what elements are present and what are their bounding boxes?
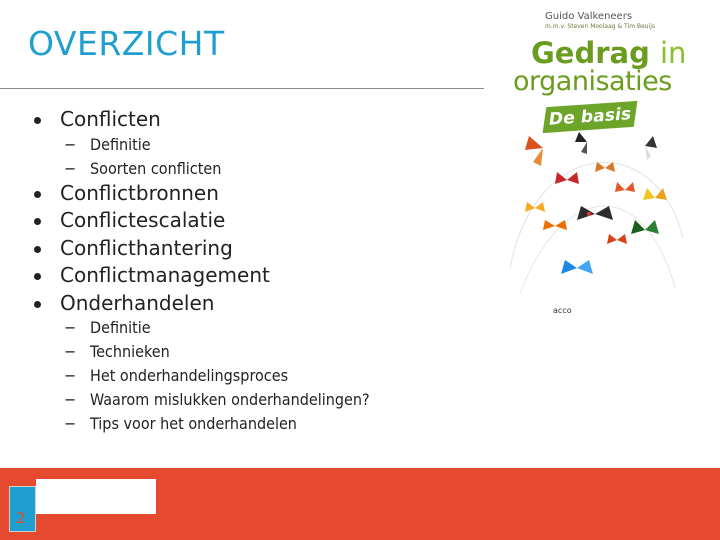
book-coauthors: m.m.v. Steven Moolaag & Tim Beuijs [545, 23, 656, 30]
book-cover-image [505, 8, 687, 324]
sub-bullet-technieken [64, 342, 170, 361]
book-title-line1 [531, 36, 686, 70]
dash: − [64, 135, 77, 154]
bullet-dot [34, 191, 41, 198]
footer-white-block [36, 479, 156, 514]
dash: − [64, 390, 77, 409]
sub-bullet-tips [64, 414, 297, 433]
dash: − [64, 342, 77, 361]
slide-number-box [9, 486, 36, 532]
bullet-conflictmanagement [60, 263, 270, 287]
sub-bullet-proces [64, 366, 289, 385]
bullet-conflicten [60, 107, 161, 131]
dash: − [64, 159, 77, 178]
slide-title: OVERZICHT [28, 24, 225, 63]
sub-bullet-label: Definitie [90, 135, 151, 154]
sub-bullet-label: Technieken [90, 342, 170, 361]
sub-bullet-waarom [64, 390, 370, 409]
book-author: Guido Valkeneers [545, 11, 633, 22]
bullet-label: Conflictescalatie [60, 208, 226, 232]
bullet-dot [34, 246, 41, 253]
book-authors [545, 12, 655, 32]
book-title-in: in [659, 36, 687, 70]
book-subtitle: De basis [548, 104, 632, 130]
butterflies-illustration-icon [505, 118, 687, 308]
dash: − [64, 414, 77, 433]
book-title-line2: organisaties [513, 66, 672, 97]
book-publisher: acco [553, 306, 572, 315]
dash: − [64, 318, 77, 337]
sub-bullet-label: Tips voor het onderhandelen [90, 414, 297, 433]
bullet-label: Conflictbronnen [60, 181, 219, 205]
sub-bullet-label: Het onderhandelingsproces [90, 366, 289, 385]
sub-bullet-definitie [64, 135, 151, 154]
bullet-label: Conflictmanagement [60, 263, 270, 287]
title-divider [0, 88, 484, 89]
bullet-label: Conflicten [60, 107, 161, 131]
sub-bullet-label: Soorten conflicten [90, 159, 222, 178]
butterfly-icon [525, 136, 543, 166]
slide-number: 2 [16, 509, 26, 527]
bullet-conflictbronnen [60, 181, 219, 205]
bullet-dot [34, 117, 41, 124]
sub-bullet-definitie-2 [64, 318, 151, 337]
bullet-label: Conflicthantering [60, 236, 233, 260]
sub-bullet-label: Waarom mislukken onderhandelingen? [90, 390, 370, 409]
bullet-conflicthantering [60, 236, 233, 260]
dash: − [64, 366, 77, 385]
bullet-conflictescalatie [60, 208, 225, 232]
bullet-dot [34, 218, 41, 225]
bullet-dot [34, 301, 41, 308]
bullet-onderhandelen [60, 291, 214, 315]
sub-bullet-label: Definitie [90, 318, 151, 337]
sub-bullet-soorten [64, 159, 222, 178]
bullet-label: Onderhandelen [60, 291, 215, 315]
bullet-dot [34, 273, 41, 280]
book-title-word: Gedrag [531, 36, 650, 70]
